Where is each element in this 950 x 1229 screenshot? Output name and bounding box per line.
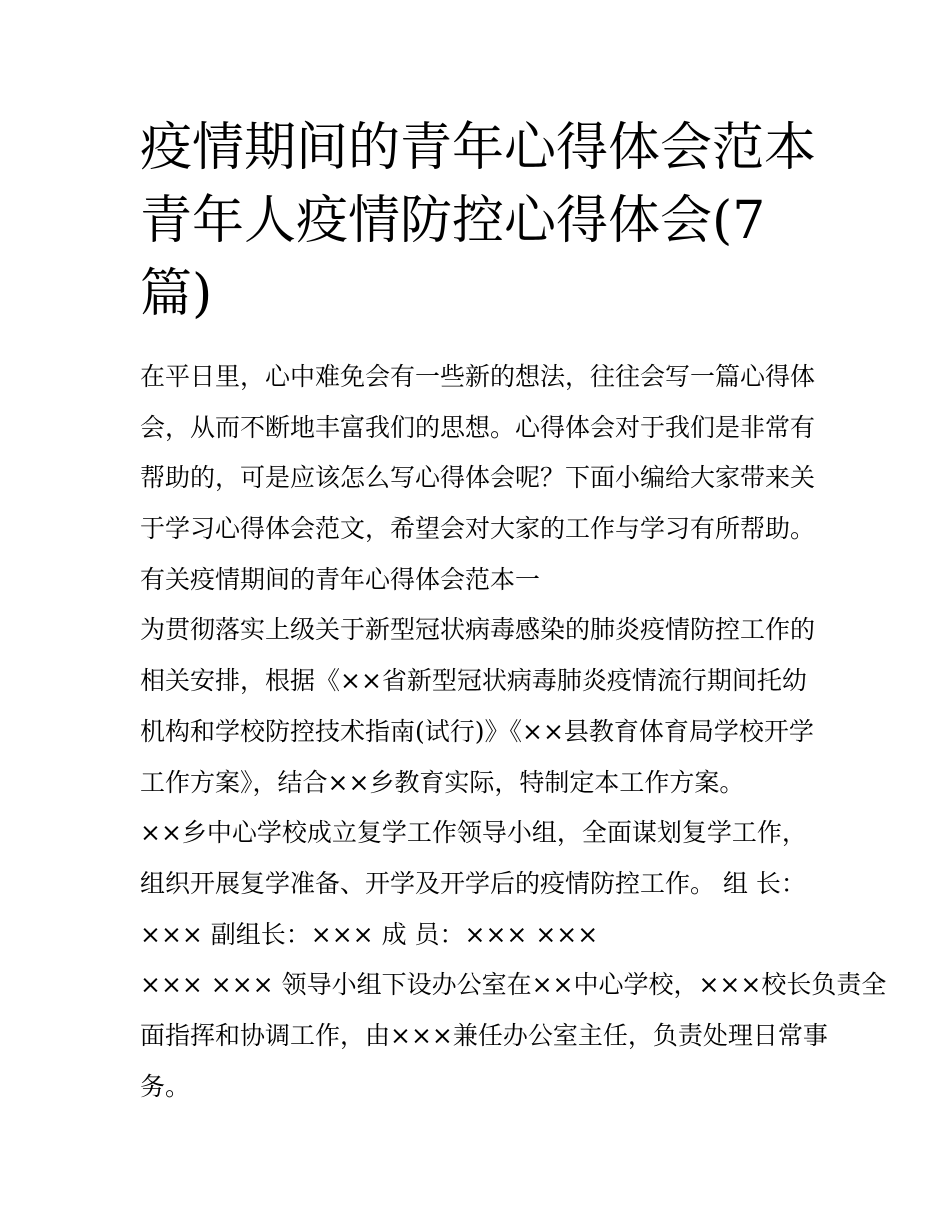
paragraph-leadership	[140, 812, 820, 964]
document-body	[140, 356, 887, 1116]
text-line: 机构和学校防控技术指南(试行)》《××县教育体育局学校开学	[140, 716, 814, 746]
text-line: 于学习心得体会范文，希望会对大家的工作与学习有所帮助。	[140, 514, 816, 544]
title-line: 疫情期间的青年心得体会范本	[140, 118, 817, 178]
text-line: 帮助的，可是应该怎么写心得体会呢？下面小编给大家带来关	[140, 463, 816, 493]
text-line: ××乡中心学校成立复学工作领导小组，全面谋划复学工作，	[140, 818, 807, 848]
text-line: ××× ××× 领导小组下设办公室在××中心学校，×××校长负责全	[140, 970, 887, 1000]
title-line: 青年人疫情防控心得体会(7	[140, 191, 766, 251]
paragraph-office	[140, 964, 887, 1116]
section-heading	[140, 559, 820, 610]
text-line: 有关疫情期间的青年心得体会范本一	[140, 564, 541, 594]
text-line: 务。	[140, 1071, 191, 1101]
text-line: 工作方案》，结合××乡教育实际，特制定本工作方案。	[140, 767, 745, 797]
text-line: 组织开展复学准备、开学及开学后的疫情防控工作。 组 长：	[140, 868, 806, 898]
document-title	[140, 112, 820, 331]
text-line: 会，从而不断地丰富我们的思想。心得体会对于我们是非常有	[140, 412, 816, 442]
paragraph-plan	[140, 609, 820, 812]
text-line: 为贯彻落实上级关于新型冠状病毒感染的肺炎疫情防控工作的	[140, 615, 816, 645]
title-line: 篇)	[140, 264, 213, 324]
paragraph-intro	[140, 356, 820, 559]
text-line: ××× 副组长：××× 成 员：××× ×××	[140, 919, 599, 949]
text-line: 相关安排，根据《××省新型冠状病毒肺炎疫情流行期间托幼	[140, 666, 807, 696]
text-line: 在平日里，心中难免会有一些新的想法，往往会写一篇心得体	[140, 362, 816, 391]
text-line: 面指挥和协调工作，由×××兼任办公室主任，负责处理日常事	[140, 1020, 828, 1050]
